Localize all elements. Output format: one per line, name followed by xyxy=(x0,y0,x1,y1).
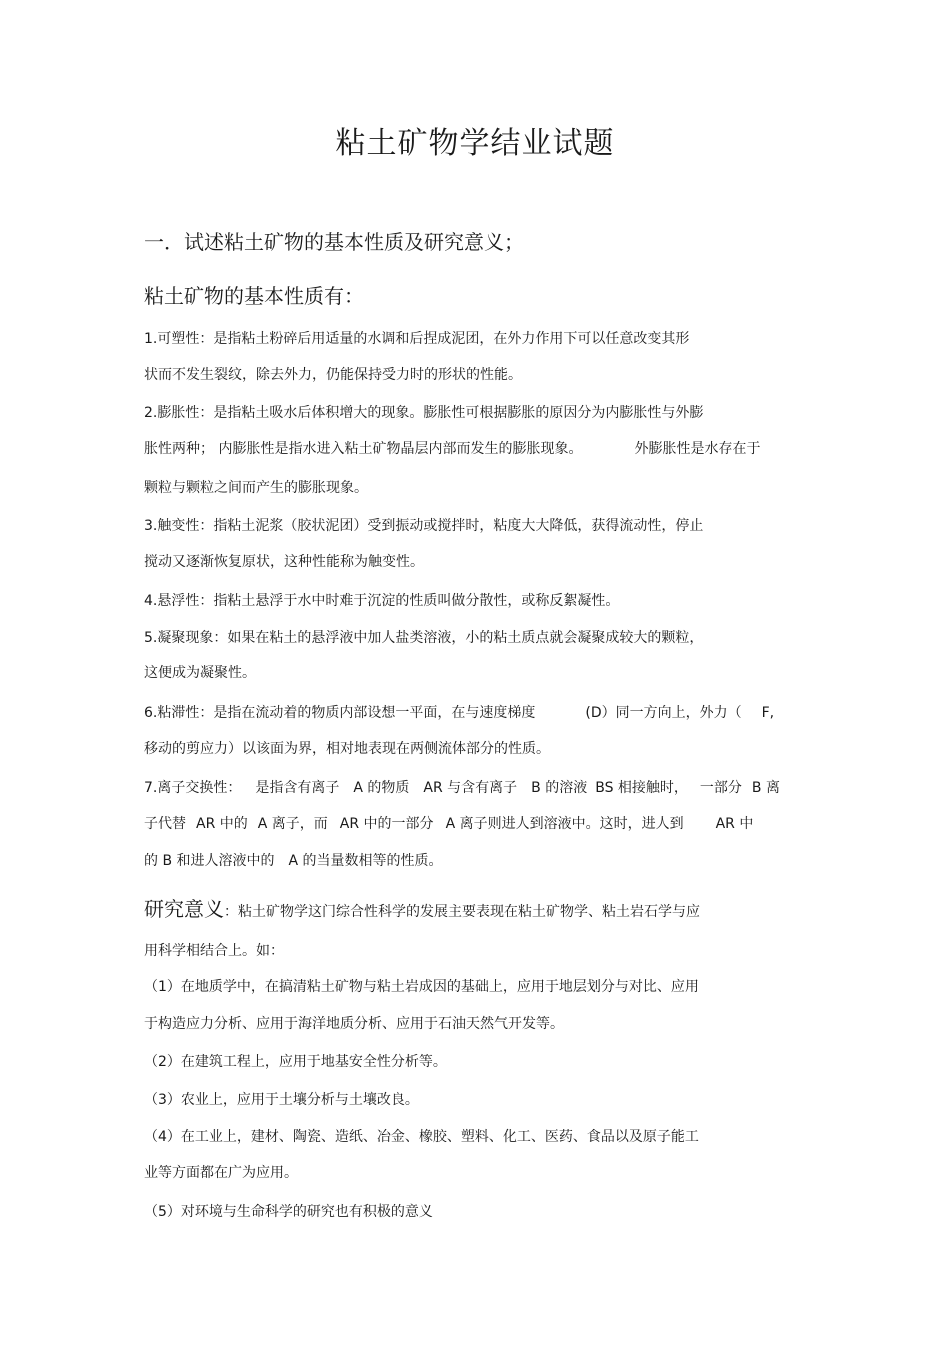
paragraph-line: 这便成为凝聚性。 xyxy=(144,665,256,681)
paragraph-line xyxy=(144,779,780,797)
text-span: 7.离子交换性： xyxy=(144,780,242,796)
paragraph-line: （4）在工业上，建材、陶瓷、造纸、冶金、橡胶、塑料、化工、医药、食品以及原子能工 xyxy=(144,1129,699,1145)
paragraph-line: 4.悬浮性：指粘土悬浮于水中时难于沉淀的性质叫做分散性，或称反絮凝性。 xyxy=(144,593,620,609)
paragraph-line: 移动的剪应力）以该面为界，相对地表现在两侧流体部分的性质。 xyxy=(144,741,550,757)
paragraph-line: 5.凝聚现象：如果在粘土的悬浮液中加人盐类溶液，小的粘土质点就会凝聚成较大的颗粒， xyxy=(144,630,704,646)
text-span: (D）同一方向上，外力（ xyxy=(585,705,742,721)
paragraph-line: 业等方面都在广为应用。 xyxy=(144,1165,298,1181)
text-span: ：粘土矿物学这门综合性科学的发展主要表现在粘土矿物学、粘土岩石学与应 xyxy=(224,904,700,920)
significance-line xyxy=(144,897,700,924)
text-span: A 的物质 xyxy=(353,780,410,796)
document-title: 粘土矿物学结业试题 xyxy=(335,126,615,161)
text-span: F, xyxy=(761,705,775,721)
paragraph-line xyxy=(144,704,774,722)
text-span: A 离子则进人到溶液中。这时，进人到 xyxy=(445,816,684,832)
significance-label: 研究意义 xyxy=(144,897,224,921)
paragraph-line: 搅动又逐渐恢复原状，这种性能称为触变性。 xyxy=(144,554,424,570)
paragraph-line: （1）在地质学中，在搞清粘土矿物与粘土岩成因的基础上，应用于地层划分与对比、应用 xyxy=(144,979,699,995)
paragraph-line: 于构造应力分析、应用于海洋地质分析、应用于石油天然气开发等。 xyxy=(144,1016,564,1032)
paragraph-line: 颗粒与颗粒之间而产生的膨胀现象。 xyxy=(144,480,368,496)
text-span: BS 相接触时， xyxy=(595,780,688,796)
paragraph-line: 3.触变性：指粘土泥浆（胶状泥团）受到振动或搅拌时，粘度大大降低，获得流动性，停止 xyxy=(144,518,704,534)
paragraph-line xyxy=(144,852,443,870)
paragraph-line xyxy=(144,815,753,833)
paragraph-line xyxy=(144,440,760,458)
question-heading: 一．试述粘土矿物的基本性质及研究意义； xyxy=(144,230,524,254)
paragraph-line: （5）对环境与生命科学的研究也有积极的意义 xyxy=(144,1204,433,1220)
text-span: A 离子，而 xyxy=(257,816,328,832)
paragraph-line: （3）农业上，应用于土壤分析与土壤改良。 xyxy=(144,1092,419,1108)
text-span: AR 与含有离子 xyxy=(423,780,518,796)
text-span: AR 中的 xyxy=(196,816,248,832)
paragraph-line: 状而不发生裂纹，除去外力，仍能保持受力时的形状的性能。 xyxy=(144,367,522,383)
paragraph-line: 用科学相结合上。如： xyxy=(144,943,284,959)
text-span: 胀性两种； 内膨胀性是指水进入粘土矿物晶层内部而发生的膨胀现象。 xyxy=(144,441,583,457)
text-span: 外膨胀性是水存在于 xyxy=(634,441,761,457)
text-span: 的 B 和进人溶液中的 xyxy=(144,853,275,869)
paragraph-line: （2）在建筑工程上，应用于地基安全性分析等。 xyxy=(144,1054,447,1070)
text-span: B 的溶液 xyxy=(531,780,588,796)
text-span: 是指含有离子 xyxy=(255,780,340,796)
text-span: AR 中的一部分 xyxy=(339,816,434,832)
text-span: 6.粘滞性：是指在流动着的物质内部设想一平面，在与速度梯度 xyxy=(144,705,536,721)
properties-heading: 粘土矿物的基本性质有： xyxy=(144,284,364,308)
text-span: B 离 xyxy=(751,780,780,796)
paragraph-line: 2.膨胀性：是指粘土吸水后体积增大的现象。膨胀性可根据膨胀的原因分为内膨胀性与外膨 xyxy=(144,405,704,421)
text-span: 子代替 xyxy=(144,816,186,832)
text-span: AR 中 xyxy=(715,816,754,832)
paragraph-line: 1.可塑性：是指粘土粉碎后用适量的水调和后捏成泥团，在外力作用下可以任意改变其形 xyxy=(144,331,690,347)
text-span: 一部分 xyxy=(699,780,742,796)
text-span: A 的当量数相等的性质。 xyxy=(288,853,443,869)
